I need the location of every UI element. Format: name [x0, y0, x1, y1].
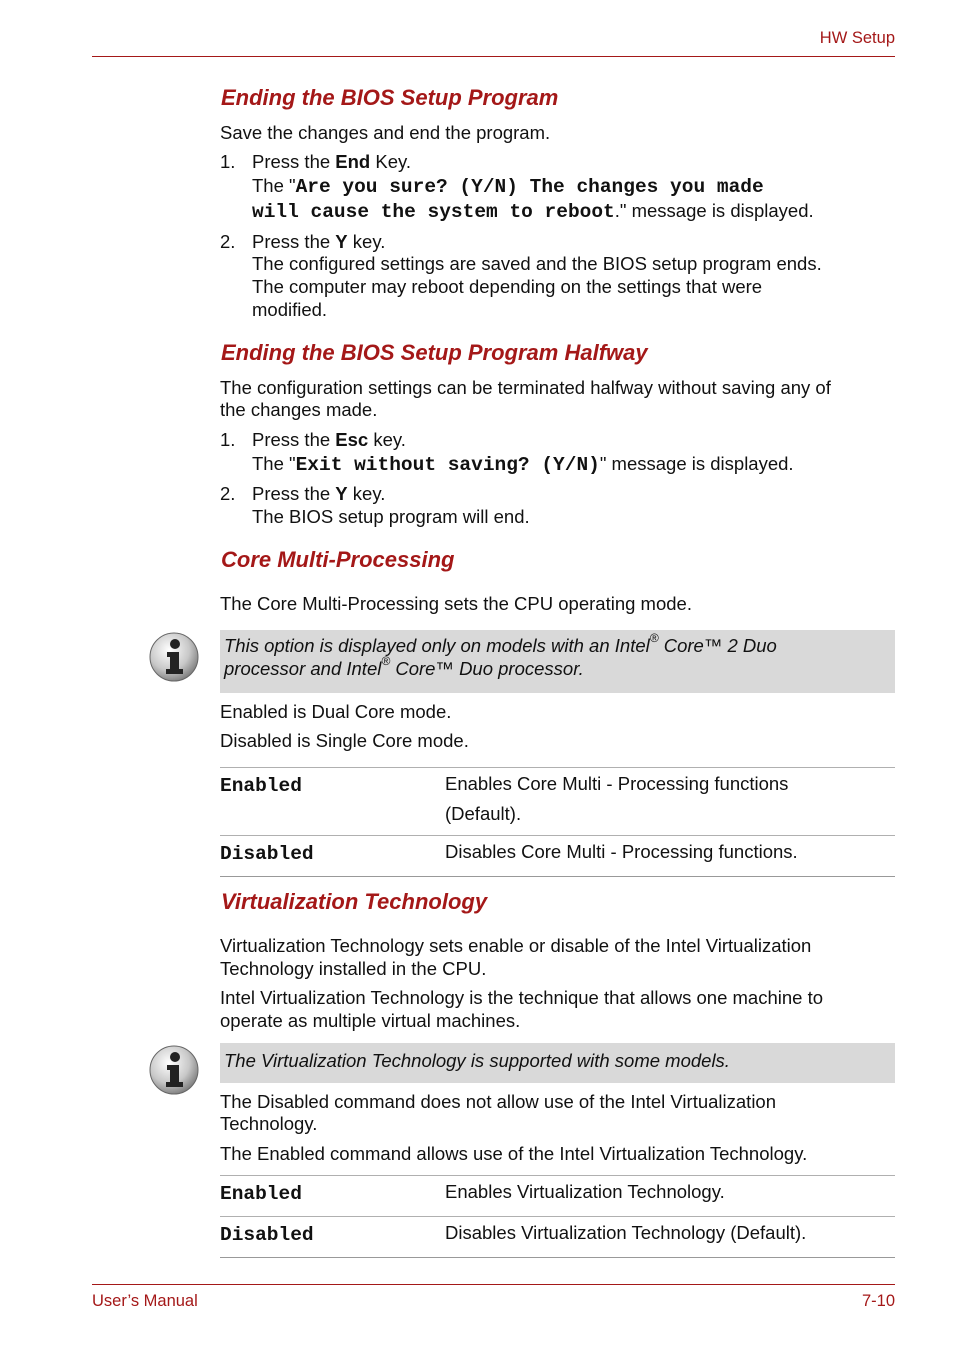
- note-box: [220, 1043, 895, 1083]
- paragraph-line: operate as multiple virtual machines.: [220, 1010, 521, 1031]
- table-rule: [220, 1175, 895, 1176]
- info-icon: [148, 1044, 200, 1096]
- paragraph-line: Intel Virtualization Technology is the technique that allows one machine to: [220, 987, 824, 1008]
- header-rule: [92, 56, 895, 57]
- note-box: [220, 630, 895, 693]
- step-number: 2.: [220, 483, 236, 504]
- table-rule: [220, 1257, 895, 1258]
- section-heading-virtualization: Virtualization Technology: [221, 889, 488, 914]
- message-line: The "Exit without saving? (Y/N)" message is displayed.: [252, 453, 794, 476]
- section-heading-core-multi: Core Multi-Processing: [221, 547, 455, 572]
- core-multi-table: [220, 767, 895, 879]
- table-rule: [220, 767, 895, 768]
- paragraph-line: The Enabled command allows use of the Intel Virtualization Technology.: [220, 1143, 808, 1164]
- step-text: Press the Esc key.: [252, 429, 406, 450]
- system-message: will cause the system to reboot: [252, 201, 615, 223]
- table-desc: Disables Virtualization Technology (Default).: [445, 1222, 807, 1243]
- paragraph-line: Technology.: [220, 1113, 318, 1134]
- note-line: This option is displayed only on models with an Intel® Core™ 2 Duo: [224, 631, 777, 656]
- section-intro: The Core Multi-Processing sets the CPU operating mode.: [220, 593, 692, 614]
- paragraph-line: The Disabled command does not allow use of the Intel Virtualization: [220, 1091, 777, 1112]
- note-line: The Virtualization Technology is supported with some models.: [224, 1050, 730, 1071]
- system-message: Are you sure? (Y/N) The changes you made: [295, 176, 764, 198]
- step-text: Press the Y key.: [252, 483, 386, 504]
- table-term: Enabled: [220, 1183, 302, 1205]
- table-rule: [220, 1216, 895, 1217]
- table-rule: [220, 835, 895, 836]
- key-name: Y: [335, 231, 348, 252]
- paragraph-line: Virtualization Technology sets enable or disable of the Intel Virtualization: [220, 935, 812, 956]
- section-intro: The configuration settings can be terminated halfway without saving any of: [220, 377, 831, 398]
- key-name: Y: [335, 483, 348, 504]
- section-intro: Save the changes and end the program.: [220, 122, 551, 143]
- step-number: 1.: [220, 429, 236, 450]
- table-desc: Enables Core Multi - Processing functions (Default).: [445, 773, 789, 824]
- table-desc: Disables Core Multi - Processing functions.: [445, 841, 798, 862]
- message-line: will cause the system to reboot." message is displayed.: [252, 200, 814, 223]
- step-detail: modified.: [252, 299, 328, 320]
- table-term: Disabled: [220, 843, 314, 865]
- running-header: HW Setup: [819, 29, 895, 47]
- key-name: End: [335, 151, 371, 172]
- table-rule: [220, 876, 895, 877]
- section-heading-ending-bios: Ending the BIOS Setup Program: [221, 85, 559, 110]
- info-icon: [148, 631, 200, 683]
- section-heading-ending-halfway: Ending the BIOS Setup Program Halfway: [221, 340, 648, 365]
- step-detail: The computer may reboot depending on the settings that were: [252, 276, 763, 297]
- table-desc: Enables Virtualization Technology.: [445, 1181, 725, 1202]
- step-text: Press the End Key.: [252, 151, 412, 172]
- page-number: 7-10: [861, 1292, 895, 1310]
- system-message: Exit without saving? (Y/N): [295, 454, 600, 476]
- disabled-description: Disabled is Single Core mode.: [220, 730, 469, 751]
- step-number: 2.: [220, 231, 236, 252]
- enabled-description: Enabled is Dual Core mode.: [220, 701, 452, 722]
- message-line: The "Are you sure? (Y/N) The changes you made: [252, 175, 764, 198]
- note-line: processor and Intel® Core™ Duo processor.: [224, 654, 584, 679]
- footer-title: User’s Manual: [92, 1292, 198, 1310]
- step-text: Press the Y key.: [252, 231, 386, 252]
- step-detail: The configured settings are saved and the BIOS setup program ends.: [252, 253, 822, 274]
- section-intro: the changes made.: [220, 399, 378, 420]
- table-term: Enabled: [220, 775, 302, 797]
- paragraph-line: Technology installed in the CPU.: [220, 958, 487, 979]
- key-name: Esc: [335, 429, 369, 450]
- step-number: 1.: [220, 151, 236, 172]
- table-term: Disabled: [220, 1224, 314, 1246]
- footer-rule: [92, 1284, 895, 1285]
- step-detail: The BIOS setup program will end.: [252, 506, 530, 527]
- virtualization-table: [220, 1175, 895, 1260]
